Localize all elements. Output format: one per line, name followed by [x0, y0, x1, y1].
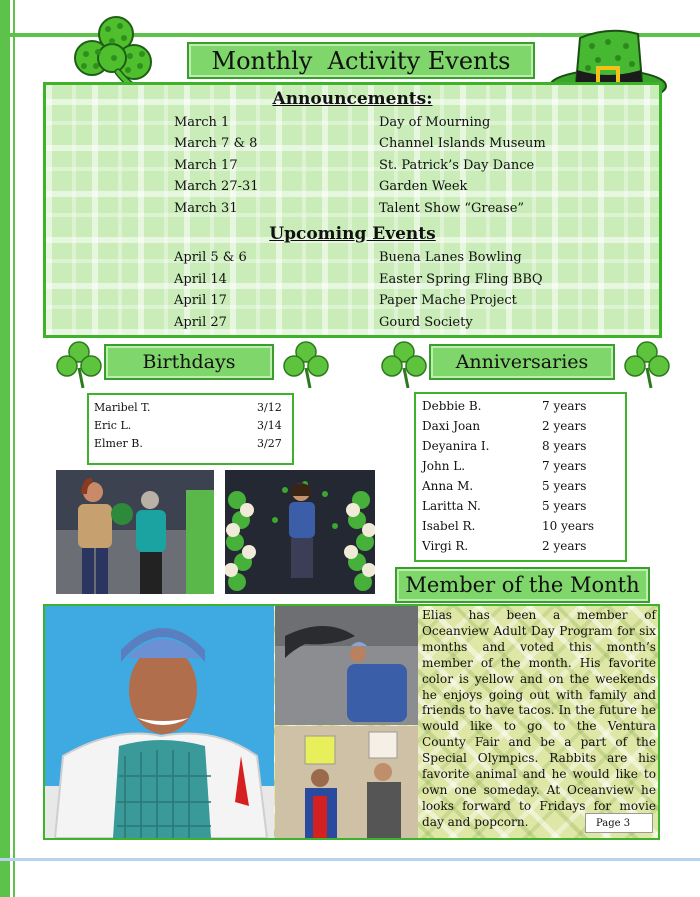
anniversary-name: Virgi R.	[422, 539, 469, 553]
anniversary-name: Debbie B.	[422, 399, 482, 413]
list-item	[46, 272, 659, 293]
anniversaries-title-box	[429, 344, 615, 380]
list-item	[46, 115, 659, 136]
birthday-name: Eric L.	[94, 419, 132, 432]
event-name: Channel Islands Museum	[379, 136, 546, 151]
event-date: April 27	[174, 315, 227, 330]
anniversary-years: 7 years	[542, 399, 587, 413]
anniversary-years: 10 years	[542, 519, 595, 533]
shamrock-icon	[282, 340, 330, 390]
anniversary-years: 2 years	[542, 419, 587, 433]
birthdays-title-box	[104, 344, 274, 380]
page-border-left	[0, 0, 10, 897]
event-date: April 5 & 6	[174, 250, 247, 265]
anniversary-name: John L.	[422, 459, 466, 473]
page-title-box	[187, 42, 535, 79]
list-item	[46, 315, 659, 336]
shamrock-icon	[623, 340, 671, 390]
member-of-month-title: Member of the Month	[405, 573, 640, 597]
event-name: Garden Week	[379, 179, 468, 194]
event-date: March 1	[174, 115, 230, 130]
page-border-left-thin	[13, 0, 15, 897]
event-name: Buena Lanes Bowling	[379, 250, 522, 265]
birthday-date: 3/14	[257, 419, 282, 432]
list-item	[46, 250, 659, 271]
page-border-bottom	[0, 858, 700, 861]
anniversary-name: Daxi Joan	[422, 419, 481, 433]
anniversaries-list	[414, 392, 627, 562]
list-item	[46, 158, 659, 179]
birthdays-list	[87, 393, 294, 465]
member-of-month-description: Elias has been a member of Oceanview Adult Day Program for six months and voted this month’s member of the month. His favorite color is yellow and on the weekends he enjoys going out with family and friends to have tacos. In the future he would like to go to the Ventura County Fair and be a part of the Special Olympics. Rabbits are his favorite animal and he would like to own one someday. At Oceanview he looks forward to Fridays for movie day and popcorn.	[422, 608, 656, 829]
announcements-panel	[43, 82, 662, 338]
anniversary-name: Isabel R.	[422, 519, 476, 533]
event-date: March 7 & 8	[174, 136, 258, 151]
whale-exhibit-photo	[275, 606, 418, 725]
birthday-name: Elmer B.	[94, 437, 143, 450]
event-name: Day of Mourning	[379, 115, 491, 130]
list-item	[46, 136, 659, 157]
list-item	[46, 179, 659, 200]
anniversary-years: 5 years	[542, 499, 587, 513]
anniversary-years: 7 years	[542, 459, 587, 473]
event-name: Talent Show “Grease”	[379, 201, 525, 216]
balloons-photo	[225, 470, 375, 594]
member-portrait-photo	[45, 606, 274, 838]
birthday-name: Maribel T.	[94, 401, 151, 414]
birthday-date: 3/12	[257, 401, 282, 414]
event-name: Paper Mache Project	[379, 293, 517, 308]
birthday-date: 3/27	[257, 437, 282, 450]
dance-photo	[56, 470, 214, 594]
upcoming-heading: Upcoming Events	[269, 224, 436, 244]
list-item	[46, 293, 659, 314]
member-of-month-title-box	[395, 567, 650, 603]
event-date: April 17	[174, 293, 227, 308]
event-name: Easter Spring Fling BBQ	[379, 272, 543, 287]
page-title: Monthly Activity Events	[211, 46, 511, 75]
shamrock-icon	[380, 340, 428, 390]
page-number: Page 3	[585, 813, 653, 833]
announcements-heading: Announcements:	[272, 89, 433, 109]
holding-signs-photo	[275, 726, 418, 838]
event-date: March 17	[174, 158, 238, 173]
event-date: April 14	[174, 272, 227, 287]
anniversaries-title: Anniversaries	[455, 351, 589, 373]
anniversary-name: Deyanira I.	[422, 439, 490, 453]
anniversary-name: Laritta N.	[422, 499, 481, 513]
event-name: St. Patrick’s Day Dance	[379, 158, 535, 173]
anniversary-name: Anna M.	[422, 479, 474, 493]
event-name: Gourd Society	[379, 315, 473, 330]
list-item	[46, 201, 659, 222]
anniversary-years: 8 years	[542, 439, 587, 453]
anniversary-years: 2 years	[542, 539, 587, 553]
event-date: March 31	[174, 201, 238, 216]
anniversary-years: 5 years	[542, 479, 587, 493]
event-date: March 27-31	[174, 179, 259, 194]
shamrock-icon	[55, 340, 103, 390]
birthdays-title: Birthdays	[142, 351, 236, 373]
